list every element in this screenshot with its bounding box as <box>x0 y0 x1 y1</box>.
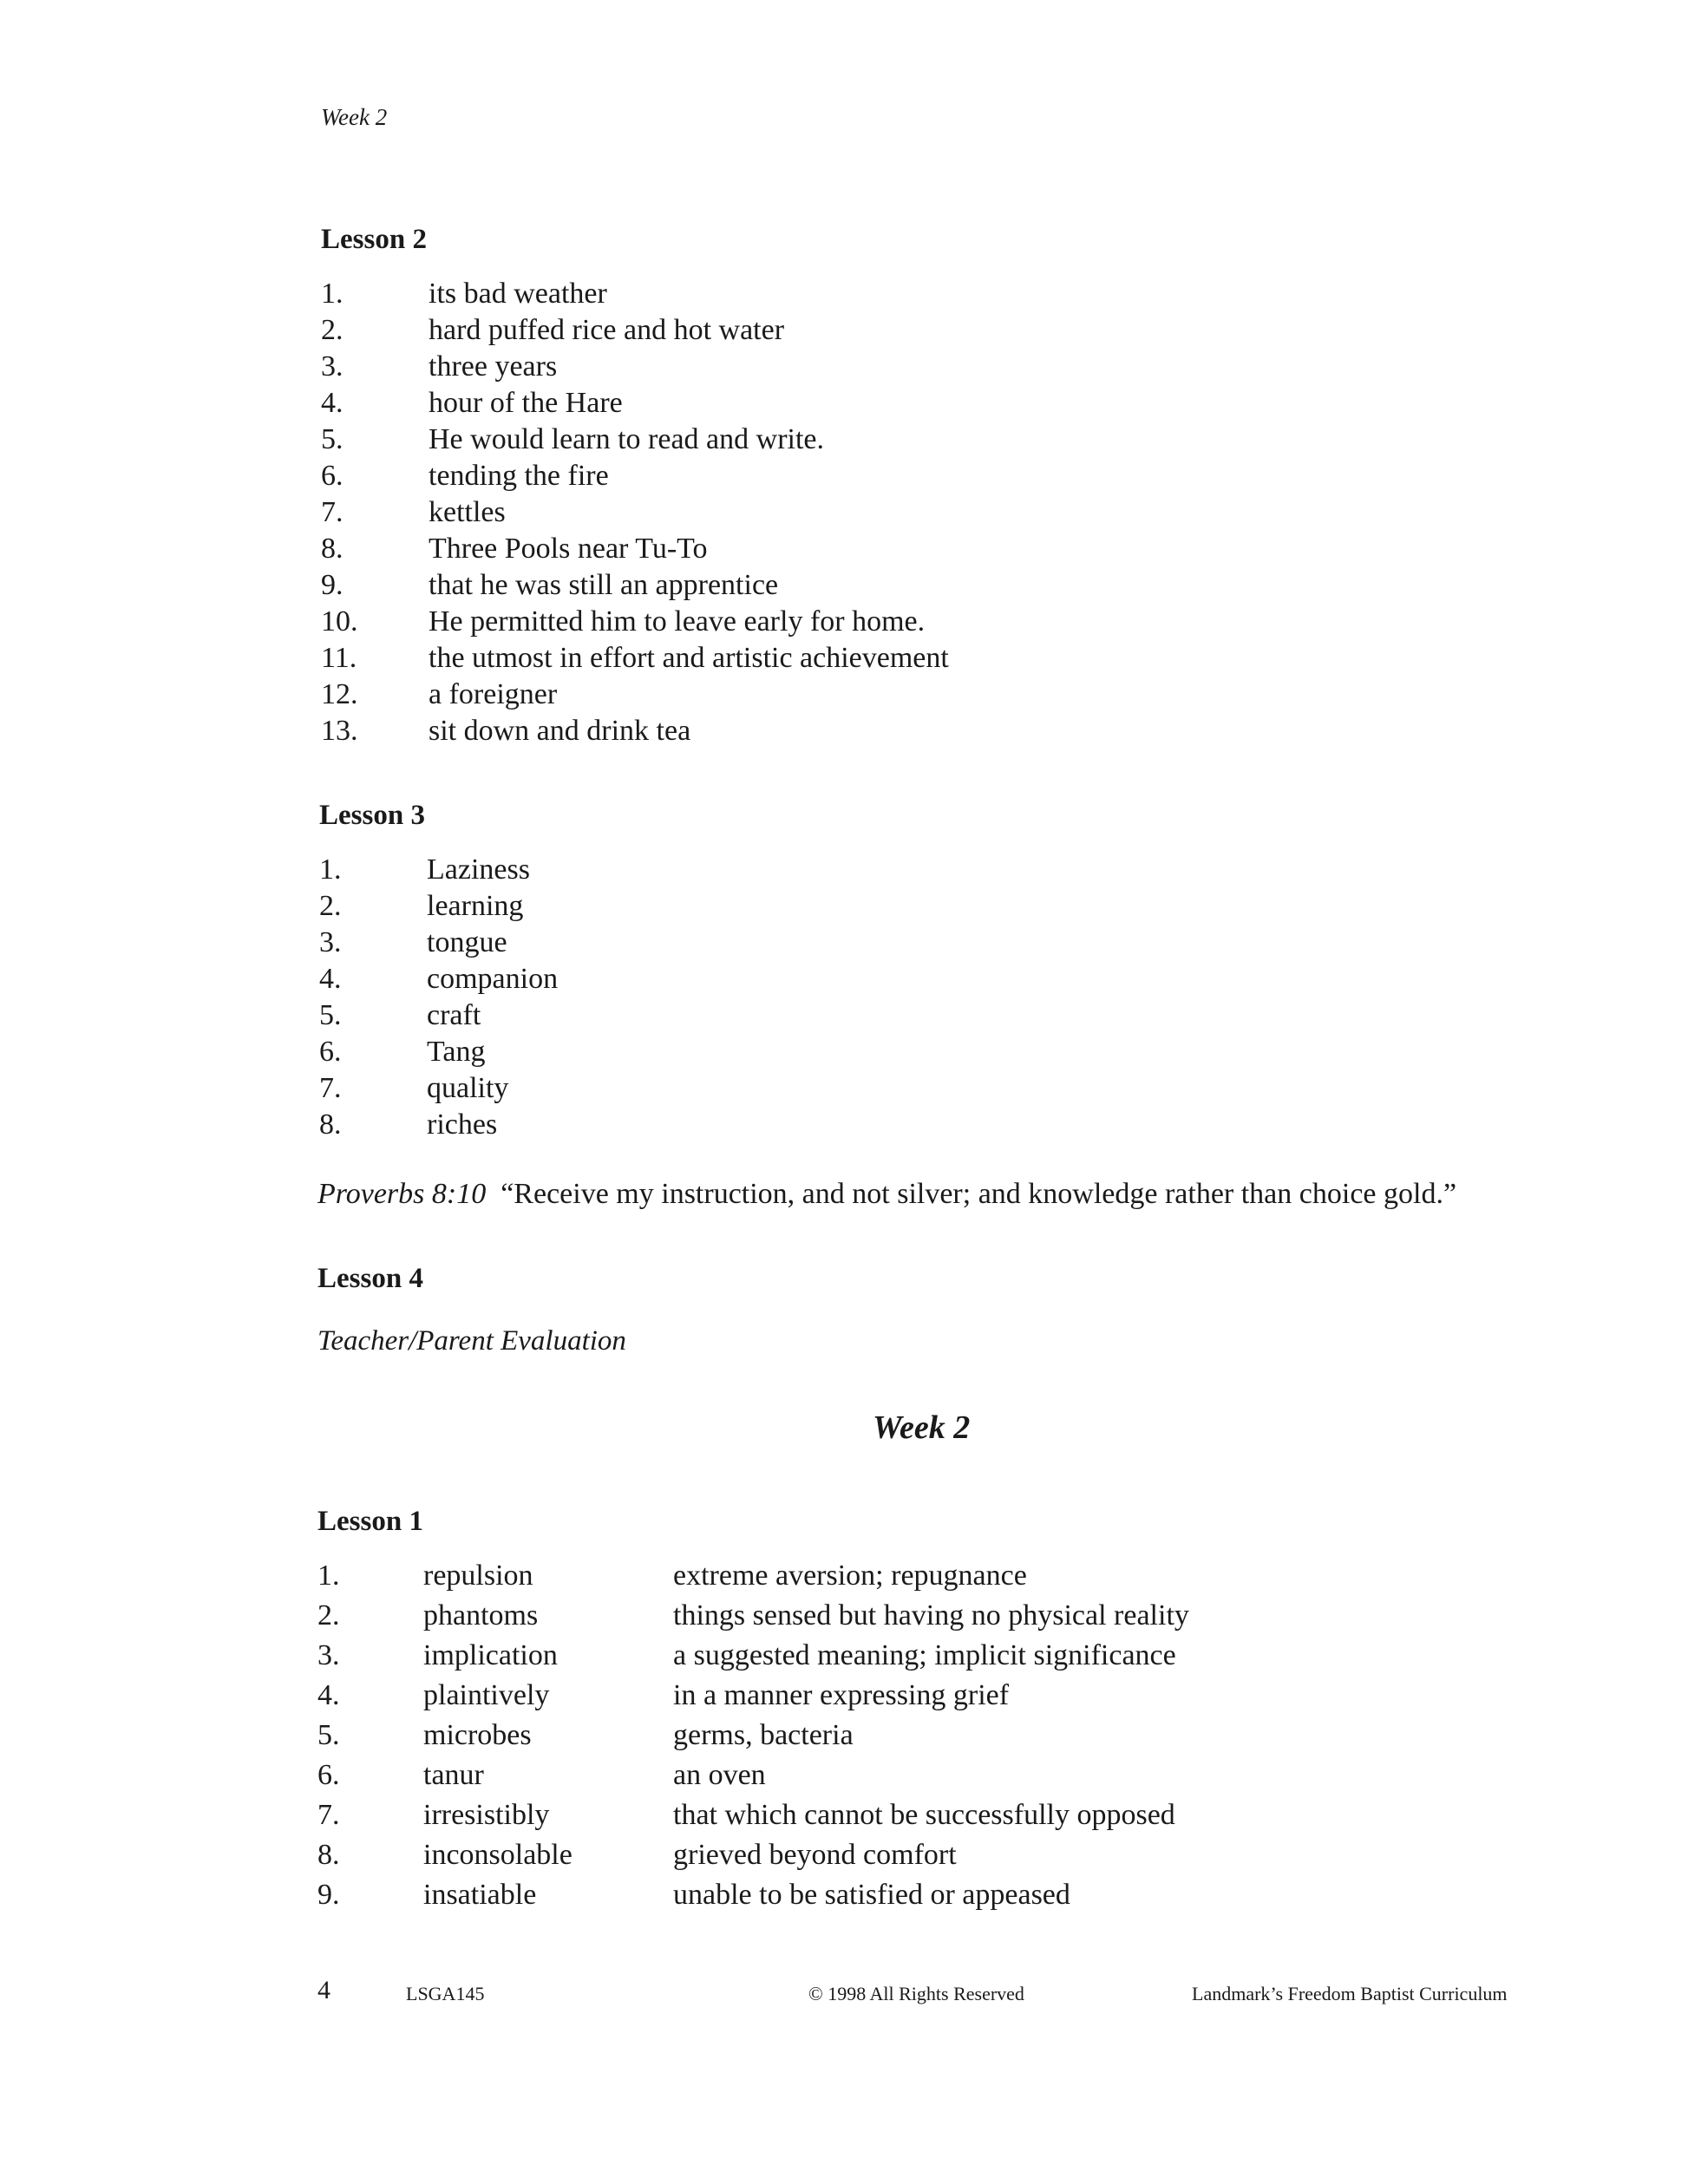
vocab-definition: an oven <box>673 1759 766 1791</box>
item-number: 5. <box>321 423 343 455</box>
item-number: 8. <box>319 1108 342 1141</box>
vocab-word: inconsolable <box>423 1839 572 1871</box>
item-number: 4. <box>321 387 343 419</box>
vocab-definition: that which cannot be successfully opposed <box>673 1799 1175 1831</box>
item-answer: a foreigner <box>429 678 558 710</box>
item-answer: learning <box>427 890 524 922</box>
item-number: 3. <box>321 350 343 383</box>
item-answer: Tang <box>427 1036 486 1068</box>
vocab-definition: extreme aversion; repugnance <box>673 1560 1027 1592</box>
evaluation-note: Teacher/Parent Evaluation <box>317 1325 626 1357</box>
item-answer: that he was still an apprentice <box>429 569 779 601</box>
vocab-word: tanur <box>423 1759 484 1791</box>
item-number: 2. <box>317 1599 340 1631</box>
item-number: 5. <box>317 1719 340 1751</box>
item-number: 12. <box>321 678 358 710</box>
item-number: 13. <box>321 715 358 747</box>
item-number: 11. <box>321 642 357 674</box>
week-title: Week 2 <box>873 1409 971 1446</box>
lesson-4-heading: Lesson 4 <box>317 1263 423 1294</box>
lesson-2-heading: Lesson 2 <box>321 224 427 255</box>
item-answer: companion <box>427 963 559 995</box>
item-number: 3. <box>317 1639 340 1671</box>
item-answer: Three Pools near Tu-To <box>429 533 708 565</box>
item-number: 6. <box>319 1036 342 1068</box>
vocab-word: phantoms <box>423 1599 539 1631</box>
item-answer: kettles <box>429 496 506 528</box>
item-number: 9. <box>317 1879 340 1911</box>
item-answer: craft <box>427 999 481 1031</box>
vocab-definition: unable to be satisfied or appeased <box>673 1879 1070 1911</box>
item-number: 5. <box>319 999 342 1031</box>
item-answer: tongue <box>427 926 507 958</box>
item-number: 1. <box>317 1560 340 1592</box>
item-number: 1. <box>321 278 343 310</box>
vocab-word: insatiable <box>423 1879 537 1911</box>
item-answer: its bad weather <box>429 278 607 310</box>
item-number: 8. <box>321 533 343 565</box>
item-answer: He would learn to read and write. <box>429 423 824 455</box>
item-number: 4. <box>319 963 342 995</box>
item-number: 6. <box>317 1759 340 1791</box>
footer-code: LSGA145 <box>406 1983 485 2004</box>
item-number: 7. <box>319 1072 342 1104</box>
vocab-word: microbes <box>423 1719 532 1751</box>
item-number: 10. <box>321 605 358 638</box>
vocab-definition: grieved beyond comfort <box>673 1839 957 1871</box>
item-answer: riches <box>427 1108 498 1141</box>
item-number: 2. <box>321 314 343 346</box>
item-answer: sit down and drink tea <box>429 715 691 747</box>
item-answer: hard puffed rice and hot water <box>429 314 785 346</box>
week2-lesson-1-heading: Lesson 1 <box>317 1506 423 1537</box>
page-number: 4 <box>317 1976 330 2004</box>
item-answer: the utmost in effort and artistic achievement <box>429 642 949 674</box>
item-answer: quality <box>427 1072 509 1104</box>
item-answer: Laziness <box>427 853 530 886</box>
item-number: 8. <box>317 1839 340 1871</box>
footer-publisher: Landmark’s Freedom Baptist Curriculum <box>1192 1983 1508 2004</box>
running-head: Week 2 <box>321 104 388 130</box>
item-number: 4. <box>317 1679 340 1711</box>
vocab-word: implication <box>423 1639 558 1671</box>
vocab-definition: a suggested meaning; implicit significance <box>673 1639 1176 1671</box>
item-answer: hour of the Hare <box>429 387 623 419</box>
vocab-word: repulsion <box>423 1560 533 1592</box>
item-number: 3. <box>319 926 342 958</box>
item-answer: tending the fire <box>429 460 609 492</box>
item-answer: three years <box>429 350 558 383</box>
footer-copyright: © 1998 All Rights Reserved <box>808 1983 1024 2004</box>
vocab-word: irresistibly <box>423 1799 550 1831</box>
vocab-definition: things sensed but having no physical reality <box>673 1599 1189 1631</box>
vocab-definition: in a manner expressing grief <box>673 1679 1010 1711</box>
scripture-reference: Proverbs 8:10 <box>317 1178 487 1210</box>
item-number: 1. <box>319 853 342 886</box>
item-number: 7. <box>317 1799 340 1831</box>
item-number: 2. <box>319 890 342 922</box>
scripture-quote <box>317 1178 1456 1211</box>
vocab-definition: germs, bacteria <box>673 1719 854 1751</box>
item-number: 7. <box>321 496 343 528</box>
item-answer: He permitted him to leave early for home. <box>429 605 926 638</box>
item-number: 6. <box>321 460 343 492</box>
item-number: 9. <box>321 569 343 601</box>
lesson-3-heading: Lesson 3 <box>319 800 425 831</box>
vocab-word: plaintively <box>423 1679 550 1711</box>
scripture-text: “Receive my instruction, and not silver; and knowledge rather than choice gold.” <box>501 1178 1457 1210</box>
